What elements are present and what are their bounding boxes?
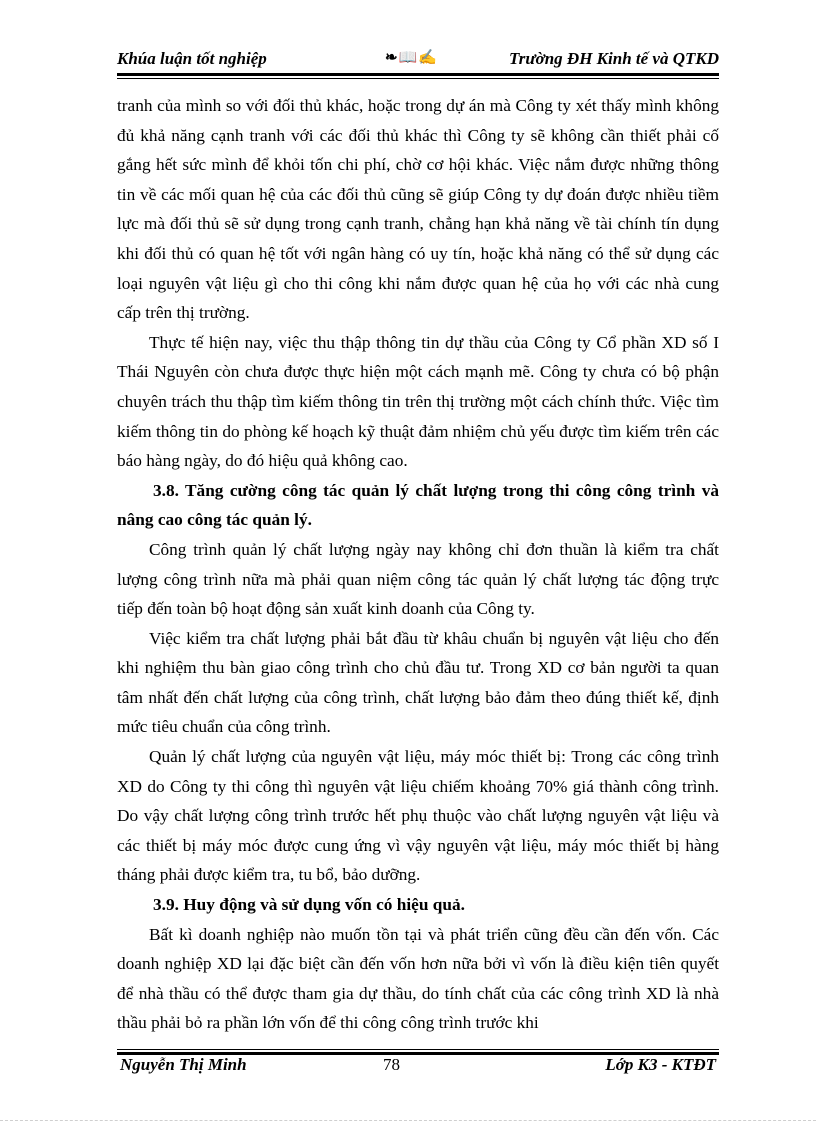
header-university: Trường ĐH Kinh tế và QTKD (509, 49, 719, 68)
header-thesis-title: Khúa luận tốt nghiệp (117, 49, 267, 68)
page-footer (117, 1055, 719, 1079)
page-number: 78 (383, 1055, 400, 1074)
paragraph: Công trình quản lý chất lượng ngày nay không chỉ đơn thuần là kiểm tra chất lượng công trình nữa mà phải quan niệm công tác quản lý chất lượng tác động trực tiếp đến toàn bộ hoạt động sản xuất kinh doanh của Công ty. (117, 539, 719, 619)
page-header (117, 44, 719, 72)
section-heading-3-8: 3.8. Tăng cường công tác quản lý chất lượng trong thi công công trình và nâng cao công tác quản lý. (117, 480, 719, 530)
footer-rule-thin (117, 1049, 719, 1050)
paragraph: Bất kì doanh nghiệp nào muốn tồn tại và phát triển cũng đều cần đến vốn. Các doanh nghiệp XD lại đặc biệt cần đến vốn hơn nữa bởi vì vốn là điều kiện tiên quyết để nhà thầu có thể được tham gia dự thầu, do tính chất của các công trình XD là nhà thầu phải bỏ ra phần lớn vốn để thi công công trình trước khi (117, 924, 719, 1033)
paragraph-continuation: tranh của mình so với đối thủ khác, hoặc trong dự án mà Công ty xét thấy mình không đủ khả năng cạnh tranh với các đối thủ khác thì Công ty sẽ không cần thiết phải cố gắng hết sức mình để khỏi tốn chi phí, chờ cơ hội khác. Việc nắm được những thông tin về các mối quan hệ của các đối thủ cũng sẽ giúp Công ty dự đoán được nhiều tiềm lực mà đối thủ sẽ sử dụng trong cạnh tranh, chẳng hạn khả năng về tài chính tín dụng khi đối thủ có quan hệ tốt với ngân hàng có uy tín, hoặc khả năng có thể sử dụng các loại nguyên vật liệu gì cho thi công khi nắm được quan hệ của họ với các nhà cung cấp trên thị trường. (117, 96, 719, 323)
footer-class: Lớp K3 - KTĐT (605, 1055, 716, 1074)
book-ornament-icon: ❧📖✍ (385, 50, 438, 66)
page-edge-divider (0, 1120, 816, 1121)
page-body (117, 91, 719, 1038)
paragraph: Việc kiểm tra chất lượng phải bắt đầu từ khâu chuẩn bị nguyên vật liệu cho đến khi nghiệm thu bàn giao công trình cho chủ đầu tư. Trong XD cơ bản người ta quan tâm nhất đến chất lượng của công trình, chất lượng bảo đảm theo đúng thiết kế, định mức tiêu chuẩn của công trình. (117, 628, 719, 737)
footer-author: Nguyễn Thị Minh (120, 1055, 247, 1074)
paragraph: Thực tế hiện nay, việc thu thập thông tin dự thầu của Công ty Cổ phần XD số I Thái Nguyên còn chưa được thực hiện một cách mạnh mẽ. Công ty chưa có bộ phận chuyên trách thu thập tìm kiếm thông tin trên thị trường một cách chính thức. Việc tìm kiếm thông tin do phòng kế hoạch kỹ thuật đảm nhiệm chủ yếu được tìm kiếm trên các báo hàng ngày, do đó hiệu quả không cao. (117, 332, 719, 471)
header-rule-thin (117, 78, 719, 79)
paragraph: Quản lý chất lượng của nguyên vật liệu, máy móc thiết bị: Trong các công trình XD do Công ty thi công thì nguyên vật liệu chiếm khoảng 70% giá thành công trình. Do vậy chất lượng công trình trước hết phụ thuộc vào chất lượng nguyên vật liệu và các thiết bị máy móc được cung ứng vì vậy nguyên vật liệu, máy móc thiết bị hàng tháng phải được kiểm tra, tu bổ, bảo dưỡng. (117, 747, 719, 885)
section-heading-3-9: 3.9. Huy động và sử dụng vốn có hiệu quả. (153, 895, 465, 915)
header-rule-thick (117, 73, 719, 76)
